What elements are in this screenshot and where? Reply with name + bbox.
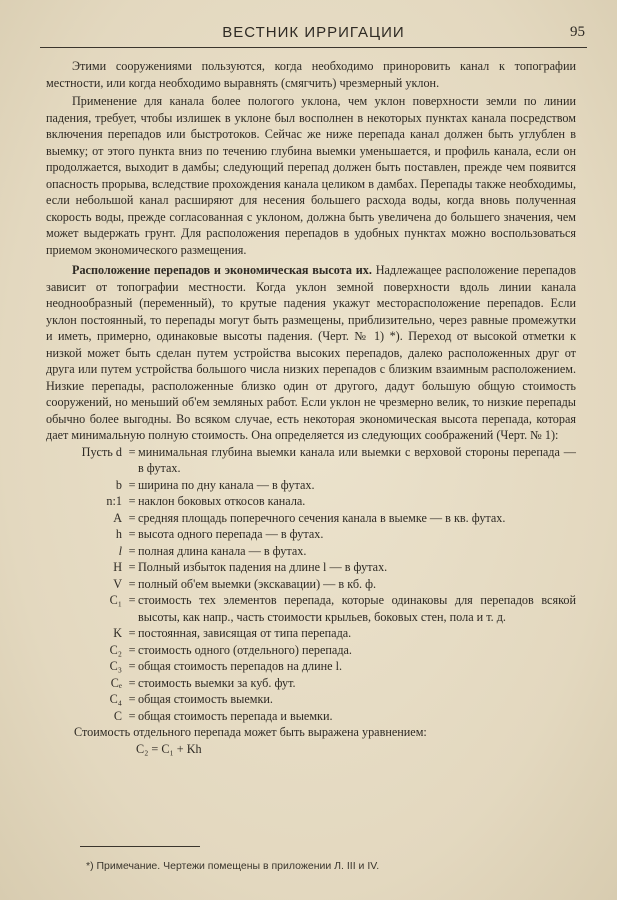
definition-symbol: A	[113, 510, 122, 525]
equation-intro: Стоимость отдельного перепада может быть выражена уравнением:	[74, 725, 427, 739]
definition-text: общая стоимость выемки.	[138, 692, 273, 706]
definition-symbol: b	[115, 477, 122, 492]
footnote: *) Примечание. Чертежи помещены в приложении Л. III и IV.	[86, 860, 380, 872]
section-text: Надлежащее расположение перепадов зависит от топографии местности. Когда уклон земной поверхности вдоль линии канала неоднообразный (переменный), то крутые падения укажут месторасположение перепадов. Если уклон постоянный, то перепады могут быть размещены, приблизительно, через равные промежутки и иметь, примерно, одинаковые высоты падения. (Черт. № 1) *). Переход от высокой отметки к низкой может быть сделан путем устройства высоких перепадов, далеко расположенных друг от друга или путем устройства большого числа низких перепадов с близким взаимным расположением. Низкие перепады, расположенные близко один от другого, дадут большую общую стоимость сооружений, но меньший об'ем земляных работ. Если уклон не чрезмерно велик, то низкие перепады обычно более выгодны. Во всяком случае, есть некоторая экономическая высота перепада, которая дает минимальную полную стоимость. Она определяется из следующих соображений (Черт. № 1):	[46, 263, 577, 442]
definition-symbol: V	[113, 576, 122, 591]
definition-text: высота одного перепада — в футах.	[138, 527, 324, 541]
paragraph-1: Этими сооружениями пользуются, когда необходимо приноровить канал к топографии местности, или когда необходимо выравнять (смягчить) чрезмерный уклон.	[46, 59, 576, 90]
definition-symbol: Cₑ	[110, 675, 122, 690]
definition-item: l = полная длина канала — в футах.	[46, 543, 576, 560]
definition-item: h = высота одного перепада — в футах.	[46, 526, 576, 543]
header-rule	[40, 47, 587, 48]
definition-item: H = Полный избыток падения на длине l — в футах.	[46, 559, 576, 576]
definition-text: ширина по дну канала — в футах.	[138, 477, 315, 492]
definition-item: n:1 = наклон боковых откосов канала.	[46, 493, 576, 510]
definition-symbol: Пусть d	[81, 444, 122, 459]
definition-item: Cₑ = стоимость выемки за куб. фут.	[46, 675, 576, 692]
definition-text: стоимость тех элементов перепада, которые одинаковы для перепадов всякой высоты, как напр., часть стоимости крыльев, боковых стен, пола и т. д.	[138, 593, 576, 624]
section-paragraph	[46, 262, 576, 444]
definition-item: K = постоянная, зависящая от типа перепада.	[46, 625, 576, 642]
journal-title: ВЕСТНИК ИРРИГАЦИИ	[222, 24, 405, 41]
definition-symbol: n:1	[106, 494, 122, 508]
definition-text: постоянная, зависящая от типа перепада.	[138, 626, 352, 640]
running-header	[40, 22, 587, 48]
definition-item: A = средняя площадь поперечного сечения канала в выемке — в кв. футах.	[46, 510, 576, 527]
definition-item: b = ширина по дну канала — в футах.	[46, 477, 576, 494]
definition-symbol: H	[113, 560, 122, 574]
article-body	[46, 58, 576, 757]
definition-item: C₄ = общая стоимость выемки.	[46, 691, 576, 708]
definition-symbol: C₄	[109, 692, 122, 706]
definition-symbol: C	[113, 708, 122, 723]
definition-symbol: h	[115, 527, 122, 541]
definition-text: полная длина канала — в футах.	[138, 543, 307, 558]
definition-symbol: l	[118, 543, 122, 558]
definition-text: общая стоимость перепада и выемки.	[138, 708, 333, 723]
footnote-rule	[80, 846, 200, 847]
definition-item: C₁ = стоимость тех элементов перепада, которые одинаковы для перепадов всякой высоты, как напр., часть стоимости крыльев, боковых стен, пола и т. д.	[46, 592, 576, 625]
definition-symbol: K	[113, 626, 122, 640]
definitions-list	[46, 444, 576, 725]
definition-item: C₃ = общая стоимость перепадов на длине l.	[46, 658, 576, 675]
definition-text: средняя площадь поперечного сечения канала в выемке — в кв. футах.	[138, 510, 506, 525]
equation: C₂ = C₁ + Kh	[136, 741, 202, 756]
definition-symbol: C₁	[109, 593, 122, 607]
definitions-intro: Пусть	[81, 444, 113, 459]
definition-text: полный об'ем выемки (экскавации) — в кб. ф.	[138, 576, 377, 591]
definition-symbol: C₃	[109, 659, 122, 673]
definition-text: наклон боковых откосов канала.	[138, 494, 306, 508]
page-number: 95	[570, 24, 585, 40]
definition-item: V = полный об'ем выемки (экскавации) — в кб. ф.	[46, 576, 576, 593]
definition-text: общая стоимость перепадов на длине l.	[138, 659, 343, 673]
definition-item: C = общая стоимость перепада и выемки.	[46, 708, 576, 725]
definition-text: стоимость выемки за куб. фут.	[138, 675, 296, 690]
definition-text: минимальная глубина выемки канала или выемки с верховой стороны перепада — в футах.	[138, 444, 576, 475]
paragraph-2: Применение для канала более пологого уклона, чем уклон поверхности земли по линии падения, требует, чтобы излишек в уклоне был восполнен в некоторых пунктах канала посредством включения перепадов или быстротоков. Сейчас же ниже перепада канал должен быть углублен в выемку; от этого пункта вниз по течению глубина выемки уменьшается, и профиль канала, если он продолжается, выходит в дамбы; следующий перепад должен быть поставлен, прежде чем появится опасность прорыва, вследствие прохождения канала целиком в дамбах. Перепады также необходимы, если небольшой канал расширяют для несения большего расхода воды, когда вновь полученная скорость воды, прежде согласованная с уклоном, должна быть увеличена до большего значения, чем может выдержать грунт. Для расположения перепадов в удобных пунктах можно воспользоваться приемом экономического размещения.	[46, 94, 576, 257]
definition-item: Пусть d = минимальная глубина выемки канала или выемки с верховой стороны перепада — в футах.	[46, 444, 576, 477]
definition-text: стоимость одного (отдельного) перепада.	[138, 642, 352, 657]
definition-text: Полный избыток падения на длине l — в футах.	[138, 560, 388, 574]
section-heading: Расположение перепадов и экономическая высота их.	[72, 263, 372, 277]
definition-symbol: C₂	[109, 642, 122, 657]
definition-item: C₂ = стоимость одного (отдельного) перепада.	[46, 642, 576, 659]
